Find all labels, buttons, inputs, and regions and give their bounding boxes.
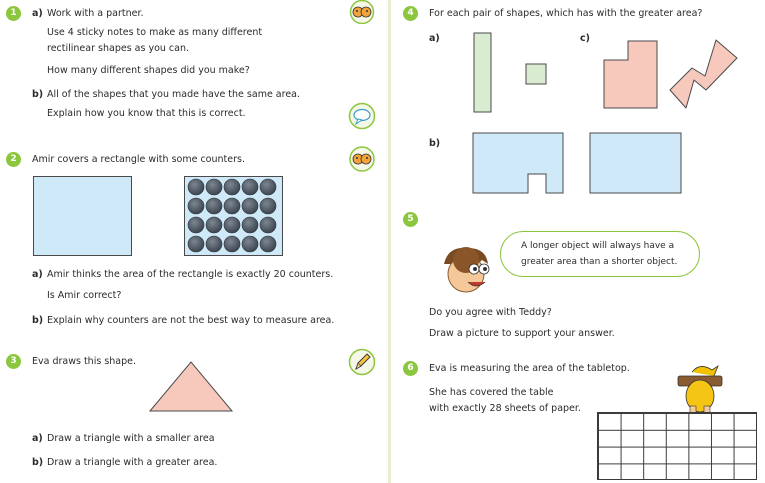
q3-b-text: Draw a triangle with a greater area.	[47, 457, 218, 468]
q6-line3: with exactly 28 sheets of paper.	[429, 403, 581, 414]
question-number-6: 6	[403, 361, 418, 376]
q2-a-line2: Is Amir correct?	[47, 290, 122, 301]
q2-a-label: a)	[32, 269, 43, 280]
counters-grid	[185, 177, 282, 255]
q2-b-text: Explain why counters are not the best way to measure area.	[47, 315, 335, 326]
q3-a-label: a)	[32, 433, 43, 444]
q3-intro: Eva draws this shape.	[32, 356, 137, 367]
q4c-shapes	[600, 38, 760, 113]
q1-a-text: Work with a partner.	[47, 8, 144, 19]
plain-rectangle	[33, 176, 132, 256]
rectangle-with-counters	[184, 176, 283, 256]
question-number-5: 5	[403, 212, 418, 227]
triangle-shape	[148, 360, 234, 413]
q1-a-line4: How many different shapes did you make?	[47, 65, 250, 76]
question-number-1: 1	[6, 6, 21, 21]
q2-intro: Amir covers a rectangle with some counters.	[32, 154, 245, 165]
discuss-speech-icon	[348, 102, 376, 130]
q1-a-label: a)	[32, 8, 43, 19]
q1-a-line3: rectilinear shapes as you can.	[47, 43, 190, 54]
question-number-2: 2	[6, 152, 21, 167]
q4-a-label: a)	[429, 33, 440, 44]
q4a-shapes	[470, 30, 550, 115]
q2-b-label: b)	[32, 315, 44, 326]
q4b-shapes	[470, 130, 685, 198]
q2-a-text: Amir thinks the area of the rectangle is exactly 20 counters.	[47, 269, 334, 280]
q5-line1: Do you agree with Teddy?	[429, 307, 552, 318]
q1-b-text: All of the shapes that you made have the same area.	[47, 89, 301, 100]
q6-intro: Eva is measuring the area of the tabletop.	[429, 363, 630, 374]
teddy-character-icon	[438, 242, 494, 298]
q3-a-text: Draw a triangle with a smaller area	[47, 433, 215, 444]
speech-line-2: greater area than a shorter object.	[521, 257, 678, 267]
partner-work-icon-2	[348, 146, 376, 172]
q3-b-label: b)	[32, 457, 44, 468]
q4-b-label: b)	[429, 138, 441, 149]
q1-b-label: b)	[32, 89, 44, 100]
teddy-speech-bubble	[500, 231, 700, 277]
q1-b-line2: Explain how you know that this is correct.	[47, 108, 246, 119]
question-number-3: 3	[6, 354, 21, 369]
partner-work-icon	[348, 0, 376, 24]
pencil-icon	[348, 348, 376, 376]
q4-c-label: c)	[580, 33, 590, 44]
eva-character-icon	[672, 362, 728, 418]
q6-line2: She has covered the table	[429, 387, 554, 398]
speech-line-1: A longer object will always have a	[521, 241, 675, 251]
q1-a-line2: Use 4 sticky notes to make as many different	[47, 27, 263, 38]
tabletop-paper-grid	[597, 412, 757, 480]
question-number-4: 4	[403, 6, 418, 21]
q4-intro: For each pair of shapes, which has with the greater area?	[429, 8, 703, 19]
q5-line2: Draw a picture to support your answer.	[429, 328, 615, 339]
column-divider	[388, 0, 391, 483]
